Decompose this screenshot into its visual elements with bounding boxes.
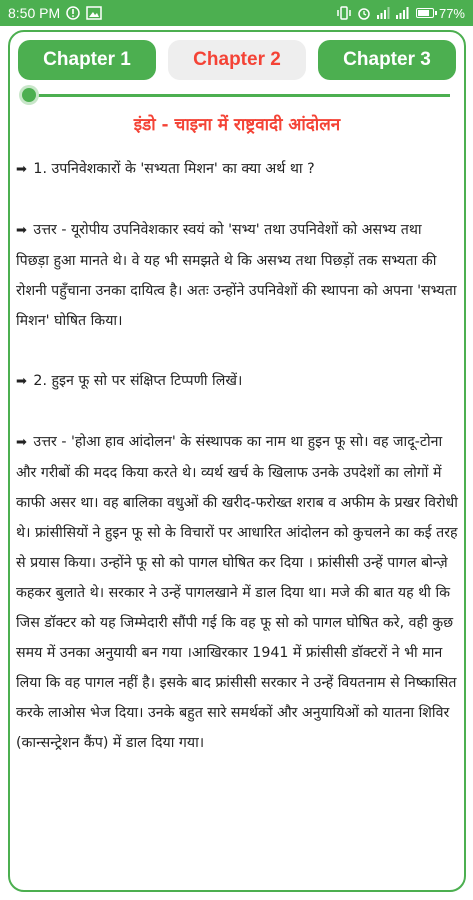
- paragraph-text: 1. उपनिवेशकारों के 'सभ्यता मिशन' का क्या अर्थ था ?: [33, 161, 315, 177]
- alarm-icon: [357, 6, 371, 20]
- alert-icon: [66, 6, 80, 20]
- arrow-icon: ➡: [16, 223, 27, 238]
- status-bar: [0, 0, 473, 26]
- arrow-icon: ➡: [16, 162, 27, 177]
- tab-chapter-3[interactable]: Chapter 3: [318, 40, 456, 80]
- landscape-icon: [86, 6, 102, 20]
- tab-chapter-1[interactable]: Chapter 1: [18, 40, 156, 80]
- paragraph-text: 2. हुइन फू सो पर संक्षिप्त टिप्पणी लिखें।: [33, 373, 243, 389]
- signal-icon: [395, 7, 409, 19]
- arrow-icon: ➡: [16, 435, 27, 450]
- battery-fill: [418, 10, 429, 16]
- answer-paragraph: [16, 427, 458, 758]
- article-title: इंडो - चाइना में राष्ट्रवादी आंदोलन: [133, 115, 341, 135]
- vibrate-icon: [336, 6, 352, 20]
- article-body: [16, 154, 458, 788]
- arrow-icon: ➡: [16, 374, 27, 389]
- status-time: 8:50 PM: [8, 5, 61, 21]
- question-paragraph: [16, 154, 458, 185]
- paragraph-text: उत्तर - 'होआ हाव आंदोलन' के संस्थापक का नाम था हुइन फू सो। वह जादू-टोना और गरीबों की मदद किया करते थे। व्यर्थ खर्च के खिलाफ उनके उपदेशों का लोगों में काफी असर था। वह बालिका वधुओं की खरीद-फरोख्त शराब व अफीम के प्रखर विरोधी थे। फ्रांसीसियों ने हुइन फू सो के विचारों पर आधारित आंदोलन को कुचलने का कई तरह से प्रयास किया। उन्होंने फू सो को पागल घोषित कर दिया । फ्रांसीसी उन्हें पागल बोन्ज़े कहकर बुलाते थे। सरकार ने उन्हें पागलखाने में डाल दिया था। मजे की बात यह थी कि जिस डॉक्टर को यह जिम्मेदारी सौंपी गई कि वह फू सो को पागल घोषित करे, वही कुछ समय में उनका अनुयायी बन गया ।आखिरकार 1941 में फ्रांसीसी डॉक्टरों ने भी मान लिया कि वह पागल नहीं है। इसके बाद फ्रांसीसी सरकार ने उन्हें वियतनाम से निष्कासित करके लाओस भेज दिया। उनके बहुत सारे समर्थकों और अनुयायिओं को यातना शिविर (कान्सन्ट्रेशन कैंप) में डाल दिया गया।: [16, 434, 458, 751]
- paragraph-text: उत्तर - यूरोपीय उपनिवेशकार स्वयं को 'सभ्य' तथा उपनिवेशों को असभ्य तथा पिछड़ा हुआ मानते थे। वे यह भी समझते थे कि असभ्य तथा पिछड़ों तक सभ्यता की रोशनी पहुँचाना उनका दायित्व है। अतः उन्होंने उपनिवेशों की स्थापना को अपना 'सभ्यता मिशन' घोषित किया।: [16, 222, 457, 329]
- reading-progress-thumb[interactable]: [22, 88, 36, 102]
- signal-icon: [376, 7, 390, 19]
- question-paragraph: [16, 366, 458, 397]
- content-frame: [8, 30, 466, 892]
- battery-icon: [416, 8, 434, 18]
- battery-percent: 77%: [438, 5, 465, 21]
- chapter-tabs: [18, 40, 456, 80]
- answer-paragraph: [16, 215, 458, 336]
- tab-chapter-2[interactable]: Chapter 2: [168, 40, 306, 80]
- reading-progress-track[interactable]: [24, 94, 450, 97]
